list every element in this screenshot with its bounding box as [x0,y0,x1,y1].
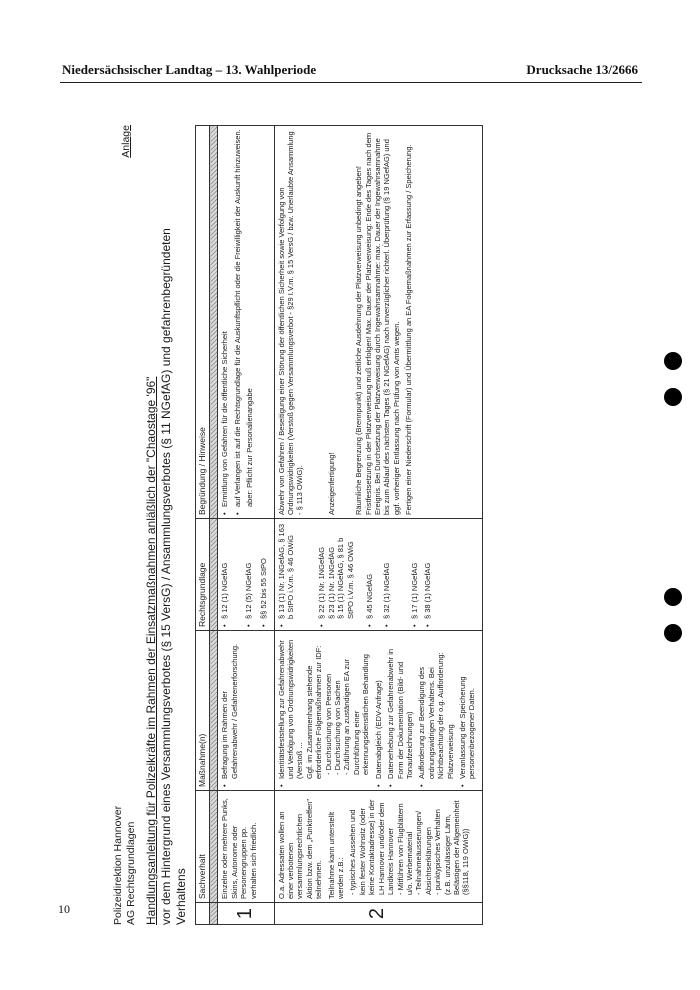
col-rechtsgrundlage-header: Rechtsgrundlage [196,519,210,631]
sachverhalt-cell [274,791,482,903]
rechtsgrundlage-item: • § 22 (1) Nr. 1NGefAG § 23 (1) Nr. 1NGefAG § 15 (1) NGefAG, § 81 b StPO i.V.m. § 46 OWiG [317,522,355,619]
table-header-row [196,126,210,925]
hinweis-text: Räumliche Begrenzung (Brennpunkt) und zeitliche Ausdehnung der Platzverweisung unbedingt angeben! Fristfestsetzung in der Platzverweisung muß erfolgen! Max. Dauer der Platzverweisung: Ende des Tages nach dem Ereignis. Bei Durchsetzung der Platzverweisung durch Ingewahrsamnahme: max. Dauer der Ingewahrsamnahme bis zum Ablauf des nächsten Tages (§ 21 NGefAG) nach unverzüglicher richterl. Überprüfung (§ 19 NGefAG) und ggf. vorheriger Entlassung nach Prüfung von Amts wegen. [354,132,401,515]
col-massnahmen-header: Maßnahme(n) [196,631,210,791]
rechtsgrundlage-item: • §§ 52 bis 55 StPO [259,522,268,619]
punch-hole [664,352,682,370]
rechtsgrundlage-item: • § 45 NGefAG [365,522,374,619]
org-unit: AG Rechtsgrundlagen [125,821,137,925]
massnahme-item: • Aufforderung zur Beendigung des ordnungswidrigen Verhaltens. Bei Nichtbeachtung der o.g. Aufforderung: Platzverweisung [417,634,455,779]
document-number: Drucksache 13/2666 [526,62,638,77]
rechtsgrundlage-item: • § 13 (1) Nr. 1NGefAG, § 163 b StPO i.V.m. § 46 OWiG [277,522,296,619]
massnahme-item: • Datenerhebung zur Gefahrenabwehr in Form der Dokumentation (Bild- und Tonaufzeichnungen) [386,634,414,779]
rechtsgrundlage-cell [274,519,482,631]
hinweis-item: • auf Verlangen ist auf die Rechtsgrundlage für die Auskunftspflicht oder die Freiwilligkeit der Auskunft hinzuweisen. [233,129,242,507]
rechtsgrundlage-cell [218,519,274,631]
page-number: 10 [58,902,70,916]
shaded-cell [210,631,218,791]
hinweis-text: Abwehr von Gefahren / Beseitigung einer Störung der öffentlichen Sicherheit sowie Verfolgung von Ordnungswidrigkeiten (Verstoß gegen Versammlungsverbot - §29 I.V.m. § 15 VersG / bzw. Unerlaubte Ansammlung - § 113 OWiG). [276,131,305,515]
org-name: Polizeidirektion Hannover [112,805,124,925]
sachverhalt-text: O.a. Adressaten wollen an einer verbotenen versammlungsrechtlichen Aktion bzw. dem „Punktreffen" teilnehmen. [276,798,324,899]
hinweis-item: • Ermittlung von Gefahren für die öffentliche Sicherheit [220,129,229,507]
rechtsgrundlage-item: • § 12 (5) NGefAG [244,522,253,619]
col-sachverhalt-header: Sachverhalt [196,791,210,903]
massnahme-subitem: - Durchsuchung von Sachen [333,680,343,775]
col-nr-header [196,903,210,925]
massnahme-item: • Identitätsfeststellung zur Gefahrenabwehr und Verfolgung von Ordnungswidrigkeiten (Verstoß ... Ggf. im Zusammenhang stehende erforderliche Folgemaßnahmen zur IDF: - Durchsuchung von Personen - Durchsuchung von Sachen - Zuführung an zuständigen EA zur Durchführung einer erkennungsdienstlichen Behandlung [277,634,371,779]
hinweis-text: Fertigen einer Niederschrift (Formular) und Übermittlung an EA Folgemaßnahmen zur Erfassung / Speicherung. [404,144,414,515]
rechtsgrundlage-item: • § 17 (1) NGefAG [410,522,419,619]
row-number: 2 [274,903,482,925]
massnahme-item: • Veranlassung der Speicherung personenbezogener Daten. [458,634,477,779]
hinweise-cell [218,126,274,519]
massnahmen-cell [274,631,482,791]
measures-table [195,125,483,925]
shaded-cell [210,903,218,925]
massnahme-subitem: - Durchsuchung von Personen [323,673,333,775]
sachverhalt-subitem: - punktypisches Verhalten (z.B. unzulässiger Lärm, Belästigen der Allgemeinheit (§§118, 119 OWiG)) [433,800,471,895]
shaded-cell [210,519,218,631]
row-number: 1 [218,903,274,925]
rotated-scan [112,125,632,925]
massnahme-item: • Befragung im Rahmen der Gefahrenabwehr / Gefahrenerforschung. [220,634,239,779]
sachverhalt-subitem: - typisches Aussehen und kein fester Wohnsitz (oder keine Kontaktadresse) in der LH Hannover und/oder dem Landkreis Hannover [348,799,396,895]
sachverhalt-subitem: - Mitführen von Flugblättern u/o. Werbematerial [395,803,414,895]
document-title [144,125,159,925]
hinweis-text: Anzeigenfertigung! [326,452,336,515]
rechtsgrundlage-item: • § 32 (1) NGefAG [382,522,391,619]
document-header-title: Niedersächsischer Landtag – 13. Wahlperiode [62,62,317,77]
table-row [274,126,482,925]
col-hinweise-header: Begründung / Hinweise [196,126,210,519]
punch-hole [664,588,682,606]
massnahmen-cell [218,631,274,791]
punch-hole [664,624,682,642]
shaded-row [210,126,218,925]
title-underlined: Handlungsanleitung für Polizeikräfte im Rahmen der Einsatzmaßnahmen anläßlich der "Chaostage '96" [144,376,158,925]
massnahme-item: • Datenabgleich (EDV-Anfrage) [374,634,383,779]
sachverhalt-text: Teilnahme kann unterstellt werden z.B.: [326,811,346,899]
title-line-2: vor dem Hintergrund eines Versammlungsverbotes (§ 15 VersG) / Ansammlungsverbotes (§ 11 NGefAG) und gefahrenbegründeten [159,228,173,925]
hinweis-note: aber: Pflicht zur Personalienangabe [245,388,255,507]
rechtsgrundlage-item: • § 38 (1) NGefAG [423,522,432,619]
punch-hole [664,388,682,406]
shaded-cell [210,791,218,903]
shaded-cell [210,126,218,519]
sachverhalt-subitem: - Teilnahmeäusserungen/ Absichtserklärungen [414,810,433,895]
title-line-3: Verhaltens [174,868,188,925]
table-row [218,126,274,925]
massnahme-subitem: - Zuführung an zuständigen EA zur Durchführung einer erkennungsdienstlichen Behandlung [342,654,371,775]
sachverhalt-cell [218,791,274,903]
header-rule [60,82,642,83]
rechtsgrundlage-item: • § 12 (1) NGefAG [220,522,229,619]
sachverhalt-text: Einzelne oder mehrere Punks, Skins, Autonome oder Personengruppen pp. verhalten sich friedlich. [220,798,258,899]
attachment-label: Anlage [120,125,132,158]
hinweise-cell [274,126,482,519]
